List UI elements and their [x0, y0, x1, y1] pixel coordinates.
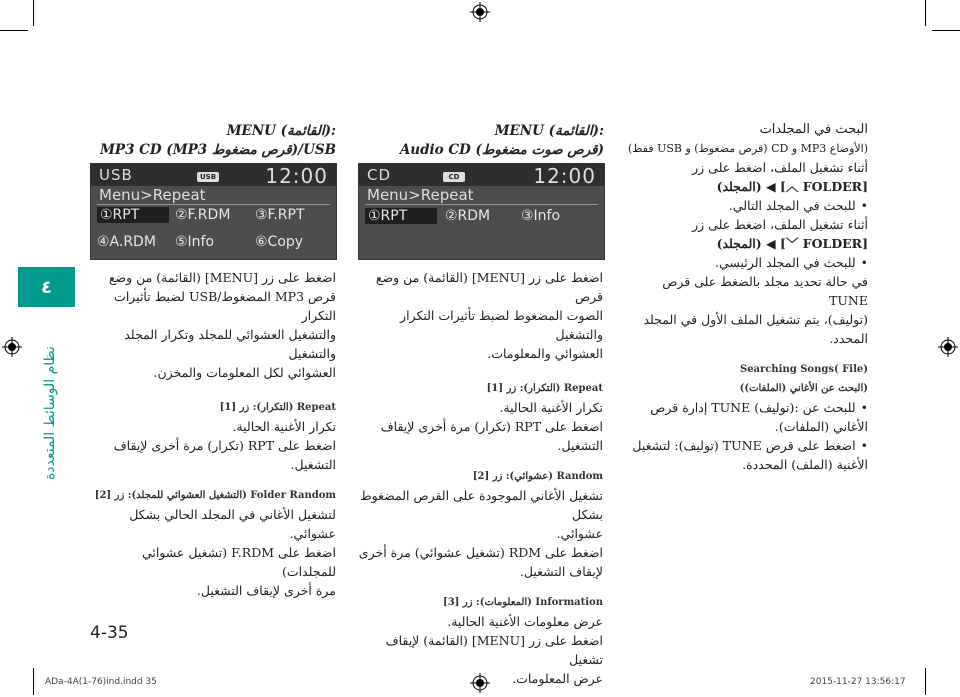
registration-target-icon [2, 337, 22, 357]
chapter-side-title: نظام الوسائط المتعددة [42, 346, 58, 480]
section-heading: :(القائمة) MENU [226, 123, 336, 139]
menu-option-rpt[interactable]: ①RPT [97, 207, 169, 223]
subheading: Searching Songs( File) [739, 364, 868, 375]
page-number: 4-35 [90, 623, 129, 643]
text-line: (الأوضاع MP3 و CD (قرص مضغوط) و USB فقط) [628, 142, 868, 155]
screen-divider [365, 204, 598, 205]
text-line: اضغط على RDM (تشغيل عشوائي) مرة أخرى [358, 545, 603, 560]
section-heading: البحث في المجلدات [759, 122, 868, 137]
crop-mark [925, 0, 926, 26]
bullet-item: • للبحث في المجلد التالي. [620, 196, 868, 215]
registration-target-icon [938, 337, 958, 357]
screen-menu-path: Menu>Repeat [367, 186, 474, 204]
text-line: العشوائي والمعلومات. [487, 346, 603, 361]
text-line: في حالة تحديد مجلد بالضغط على قرص TUNE [662, 274, 868, 308]
text-line: مرة أخرى لإيقاف التشغيل. [196, 583, 336, 598]
text-line: أثناء تشغيل الملف، اضغط على زر [692, 217, 868, 232]
text-line: (توليف)، يتم تشغيل الملف الأول في المجلد المحدد. [643, 312, 868, 346]
menu-option-ardm[interactable]: ④A.RDM [97, 234, 156, 250]
audio-cd-menu-heading [360, 122, 604, 160]
screen-mode-label: USB [99, 166, 133, 184]
registration-target-icon [470, 2, 490, 22]
crop-mark [0, 30, 28, 31]
text-line: والتشغيل العشوائي للمجلد وتكرار المجلد والتشغيل [124, 327, 336, 361]
text-line: اضغط على زر [MENU] (القائمة) من وضع [108, 270, 336, 285]
menu-option-rdm[interactable]: ②RDM [445, 208, 491, 224]
crop-mark [925, 668, 926, 695]
text-line: تشغيل الأغاني الموجودة على القرص المضغوط بشكل [360, 488, 603, 522]
section-heading: USB/(قرص مضغوط MP3) MP3 CD [99, 142, 336, 158]
crop-mark [932, 30, 960, 31]
cd-badge-icon: CD [443, 172, 465, 182]
text-line: لإيقاف التشغيل. [519, 564, 603, 579]
crop-mark [33, 0, 34, 26]
text-line: اضغط على F.RDM (تشغيل عشوائي للمجلدات) [141, 545, 336, 579]
subheading: Random (عشوائي): زر [2] [472, 471, 603, 482]
text-line: الصوت المضغوط لضبط تأثيرات التكرار والتشغيل [400, 308, 603, 342]
text-line: اضغط على زر [MENU] (القائمة) من وضع قرص [375, 270, 603, 304]
text-line: عرض المعلومات. [512, 671, 603, 686]
usb-menu-heading [88, 122, 336, 160]
menu-option-info[interactable]: ⑤Info [175, 234, 215, 250]
screen-mode-label: CD [367, 166, 392, 184]
screen-clock: 12:00 [533, 164, 596, 188]
subheading: Information (المعلومات): زر [3] [442, 597, 603, 608]
menu-option-copy[interactable]: ⑥Copy [255, 234, 304, 250]
screen-divider [97, 204, 330, 205]
menu-option-frpt[interactable]: ③F.RPT [255, 207, 305, 223]
subheading: Repeat (التكرار): زر [1] [486, 383, 603, 394]
bullet-item: • اضغط على قرص TUNE (توليف): لتشغيل [620, 436, 868, 455]
screen-clock: 12:00 [265, 164, 328, 188]
usb-menu-screen [90, 163, 337, 260]
text-line: [FOLDER ︿] ◀ (المجلد) [716, 179, 868, 194]
section-heading: (قرص صوت مضغوط) Audio CD [399, 142, 604, 158]
text-line: اضغط على RPT (تكرار) مرة أخرى لإيقاف [113, 438, 336, 453]
subheading: Repeat (التكرار): زر [1] [219, 402, 336, 413]
text-line: تكرار الأغنية الحالية. [499, 400, 603, 415]
text-line: التشغيل. [557, 438, 603, 453]
bullet-item: • للبحث عن :(توليف) TUNE إدارة قرص [620, 398, 868, 417]
subheading: (البحث عن الأغاني (الملفات)) [739, 383, 868, 394]
chapter-tab: ٤ [18, 267, 75, 307]
section-heading: :(القائمة) MENU [494, 123, 604, 139]
text-line: الأغنية (الملف) المحددة. [742, 457, 868, 472]
text-line: عشوائي. [556, 526, 603, 541]
text-line: قرص MP3 المضغوط/USB لضبط تأثيرات التكرار [114, 289, 336, 323]
menu-option-frdm[interactable]: ②F.RDM [175, 207, 231, 223]
screen-menu-path: Menu>Repeat [99, 186, 206, 204]
audio-cd-menu-body [355, 268, 603, 688]
footer-timestamp: 2015-11-27 13:56:17 [810, 677, 906, 687]
text-line: أثناء تشغيل الملف، اضغط على زر [692, 160, 868, 175]
usb-badge-icon: USB [197, 172, 219, 182]
usb-menu-body [86, 268, 336, 600]
text-line: التشغيل. [290, 457, 336, 472]
cd-menu-screen [358, 163, 605, 260]
bullet-item: • للبحث في المجلد الرئيسي. [620, 253, 868, 272]
footer-file-name: ADa-4A(1-76)ind.indd 35 [45, 677, 157, 687]
text-line: تكرار الأغنية الحالية. [232, 419, 336, 434]
text-line: عرض معلومات الأغنية الحالية. [447, 614, 603, 629]
crop-mark [33, 668, 34, 695]
folder-search-section [620, 120, 868, 474]
text-line: العشوائي لكل المعلومات والمخزن. [153, 365, 336, 380]
text-line: اضغط على RPT (تكرار) مرة أخرى لإيقاف [380, 419, 603, 434]
menu-option-info[interactable]: ③Info [521, 208, 561, 224]
text-line: الأغاني (الملفات). [774, 419, 868, 434]
text-line: لتشغيل الأغاني في المجلد الحالي بشكل عشوائي. [129, 507, 336, 541]
menu-option-rpt[interactable]: ①RPT [365, 208, 437, 224]
text-line: اضغط على زر [MENU] (القائمة) لإيقاف تشغيل [385, 633, 603, 667]
text-line: [FOLDER ﹀] ◀ (المجلد) [716, 236, 868, 251]
subheading: Folder Random (التشغيل العشوائي للمجلد): زر [2] [94, 490, 336, 501]
